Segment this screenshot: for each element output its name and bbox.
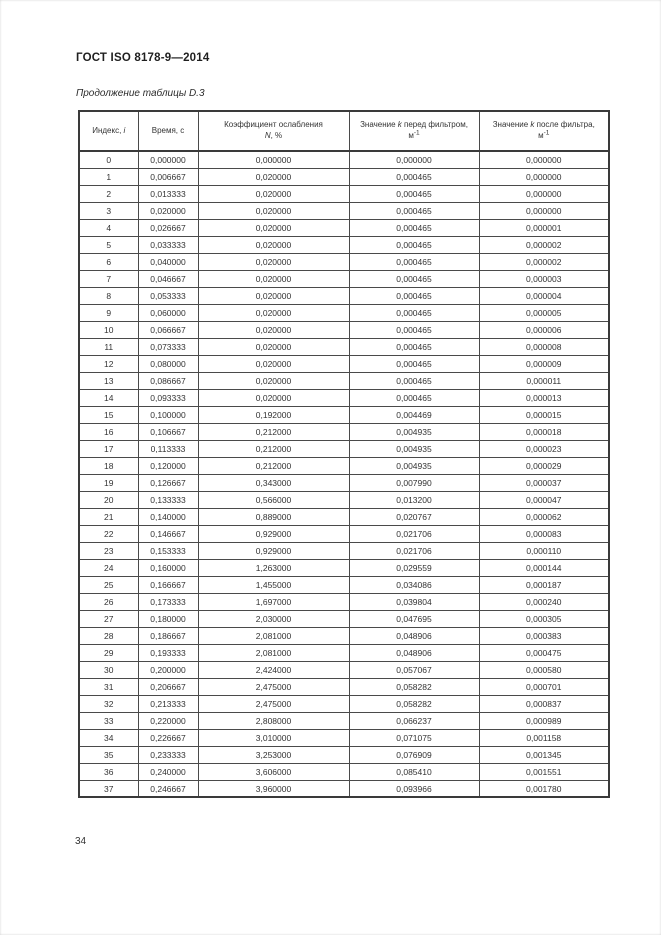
table-cell: 0,046667 [138, 270, 198, 287]
table-row [79, 729, 609, 746]
table-cell: 0,060000 [138, 304, 198, 321]
table-cell: 0,000465 [349, 321, 479, 338]
table-cell: 0,213333 [138, 695, 198, 712]
table-cell: 0,004935 [349, 457, 479, 474]
table-cell: 0,004935 [349, 440, 479, 457]
table-cell: 0,343000 [198, 474, 349, 491]
table-cell: 0,013333 [138, 185, 198, 202]
table-cell: 1,263000 [198, 559, 349, 576]
table-row [79, 559, 609, 576]
data-table [78, 110, 610, 798]
table-cell: 37 [79, 780, 138, 797]
table-cell: 0,000465 [349, 236, 479, 253]
table-row [79, 542, 609, 559]
table-cell: 1,455000 [198, 576, 349, 593]
column-header-attenuation-text: Коэффициент ослабления [224, 120, 323, 130]
table-cell: 0,039804 [349, 593, 479, 610]
table-cell: 0,220000 [138, 712, 198, 729]
table-cell: 0,021706 [349, 525, 479, 542]
column-header-k-after-unit: м [538, 131, 544, 140]
table-cell: 0,193333 [138, 644, 198, 661]
table-cell: 0,000000 [479, 202, 609, 219]
table-cell: 0,000465 [349, 287, 479, 304]
table-row [79, 457, 609, 474]
table-cell: 0,020767 [349, 508, 479, 525]
table-row [79, 712, 609, 729]
table-cell: 0,058282 [349, 695, 479, 712]
table-cell: 0,000465 [349, 338, 479, 355]
table-row [79, 168, 609, 185]
table-cell: 0,000001 [479, 219, 609, 236]
table-cell: 16 [79, 423, 138, 440]
table-cell: 0,057067 [349, 661, 479, 678]
table-cell: 1,697000 [198, 593, 349, 610]
table-cell: 0,058282 [349, 678, 479, 695]
table-cell: 2,081000 [198, 627, 349, 644]
table-cell: 0,000013 [479, 389, 609, 406]
table-cell: 0,200000 [138, 661, 198, 678]
column-header-k-before-rest: перед фильтром, [401, 120, 468, 130]
table-cell: 0,093966 [349, 780, 479, 797]
column-header-k-before-symbol: k [397, 120, 402, 130]
table-cell: 7 [79, 270, 138, 287]
column-header-k-before-unit-sup: -1 [413, 129, 420, 137]
table-caption: Продолжение таблицы D.3 [76, 88, 205, 99]
table-cell: 0,000000 [479, 151, 609, 168]
table-cell: 0,006667 [138, 168, 198, 185]
table-cell: 31 [79, 678, 138, 695]
table-cell: 2,475000 [198, 678, 349, 695]
table-row [79, 253, 609, 270]
table-row [79, 202, 609, 219]
table-cell: 34 [79, 729, 138, 746]
table-cell: 0,126667 [138, 474, 198, 491]
table-cell: 15 [79, 406, 138, 423]
table-cell: 0,020000 [198, 270, 349, 287]
table-cell: 0,566000 [198, 491, 349, 508]
table-cell: 0,000305 [479, 610, 609, 627]
table-cell: 0,047695 [349, 610, 479, 627]
table-row [79, 321, 609, 338]
table-cell: 0,040000 [138, 253, 198, 270]
table-cell: 6 [79, 253, 138, 270]
table-cell: 0,033333 [138, 236, 198, 253]
column-header-attenuation-unit: , % [270, 131, 283, 140]
table-cell: 0,000008 [479, 338, 609, 355]
column-header-k-after-unit-sup: -1 [543, 129, 550, 137]
column-header-attenuation-symbol: N [264, 131, 271, 140]
table-cell: 0 [79, 151, 138, 168]
table-row [79, 287, 609, 304]
column-header-time [138, 111, 198, 151]
table-cell: 0,000580 [479, 661, 609, 678]
table-cell: 0,000015 [479, 406, 609, 423]
table-cell: 0,000187 [479, 576, 609, 593]
table-cell: 0,000465 [349, 355, 479, 372]
table-cell: 0,212000 [198, 423, 349, 440]
column-header-k-after-symbol: k [530, 120, 535, 130]
table-row [79, 474, 609, 491]
table-cell: 0,001345 [479, 746, 609, 763]
table-cell: 0,146667 [138, 525, 198, 542]
table-cell: 0,000465 [349, 389, 479, 406]
table-cell: 3,010000 [198, 729, 349, 746]
table-cell: 0,000003 [479, 270, 609, 287]
table-row [79, 695, 609, 712]
table-cell: 0,100000 [138, 406, 198, 423]
table-cell: 0,173333 [138, 593, 198, 610]
table-cell: 10 [79, 321, 138, 338]
table-cell: 0,000475 [479, 644, 609, 661]
table-cell: 25 [79, 576, 138, 593]
table-cell: 0,020000 [198, 304, 349, 321]
table-cell: 0,000000 [198, 151, 349, 168]
table-cell: 1 [79, 168, 138, 185]
table-cell: 0,020000 [198, 287, 349, 304]
table-cell: 0,000240 [479, 593, 609, 610]
table-cell: 23 [79, 542, 138, 559]
table-cell: 0,085410 [349, 763, 479, 780]
column-header-k-before [349, 111, 479, 151]
table-cell: 0,020000 [198, 338, 349, 355]
table-cell: 26 [79, 593, 138, 610]
table-cell: 0,212000 [198, 440, 349, 457]
table-row [79, 644, 609, 661]
table-cell: 0,000465 [349, 304, 479, 321]
table-row [79, 372, 609, 389]
table-cell: 0,000004 [479, 287, 609, 304]
table-row [79, 389, 609, 406]
table-cell: 2,030000 [198, 610, 349, 627]
table-cell: 0,004469 [349, 406, 479, 423]
table-cell: 9 [79, 304, 138, 321]
table-cell: 0,086667 [138, 372, 198, 389]
column-header-k-after-rest: после фильтра, [534, 120, 595, 130]
table-row [79, 406, 609, 423]
table-cell: 0,048906 [349, 644, 479, 661]
table-row [79, 627, 609, 644]
column-header-k-before-pre: Значение [360, 120, 398, 130]
table-cell: 0,000029 [479, 457, 609, 474]
column-header-k-before-unit: м [408, 131, 414, 140]
table-cell: 0,000000 [479, 185, 609, 202]
column-header-index-symbol: i [123, 125, 126, 135]
page-number: 34 [75, 836, 87, 847]
table-cell: 0,093333 [138, 389, 198, 406]
table-cell: 0,000465 [349, 270, 479, 287]
table-row [79, 151, 609, 168]
table-cell: 2,475000 [198, 695, 349, 712]
table-cell: 14 [79, 389, 138, 406]
table-cell: 2,081000 [198, 644, 349, 661]
table-cell: 0,233333 [138, 746, 198, 763]
table-cell: 0,000144 [479, 559, 609, 576]
table-cell: 36 [79, 763, 138, 780]
table-cell: 0,000083 [479, 525, 609, 542]
table-cell: 0,080000 [138, 355, 198, 372]
table-cell: 0,929000 [198, 525, 349, 542]
table-cell: 0,020000 [138, 202, 198, 219]
table-cell: 0,000047 [479, 491, 609, 508]
table-row [79, 440, 609, 457]
table-cell: 0,020000 [198, 389, 349, 406]
table-row [79, 304, 609, 321]
table-cell: 3,606000 [198, 763, 349, 780]
table-cell: 0,053333 [138, 287, 198, 304]
table-cell: 0,020000 [198, 355, 349, 372]
table-cell: 0,000018 [479, 423, 609, 440]
table-cell: 0,226667 [138, 729, 198, 746]
table-body [79, 151, 609, 797]
table-cell: 27 [79, 610, 138, 627]
table-row [79, 593, 609, 610]
table-cell: 0,020000 [198, 202, 349, 219]
table-cell: 0,192000 [198, 406, 349, 423]
table-cell: 0,106667 [138, 423, 198, 440]
table-cell: 0,071075 [349, 729, 479, 746]
column-header-index [79, 111, 138, 151]
table-cell: 2,424000 [198, 661, 349, 678]
table-cell: 0,020000 [198, 321, 349, 338]
table-row [79, 219, 609, 236]
table-cell: 0,000465 [349, 253, 479, 270]
table-cell: 18 [79, 457, 138, 474]
table-cell: 0,000465 [349, 372, 479, 389]
table-cell: 2,808000 [198, 712, 349, 729]
table-cell: 0,001158 [479, 729, 609, 746]
table-cell: 0,034086 [349, 576, 479, 593]
table-cell: 0,026667 [138, 219, 198, 236]
table-cell: 0,013200 [349, 491, 479, 508]
table-cell: 0,066667 [138, 321, 198, 338]
document-title: ГОСТ ISO 8178-9—2014 [76, 52, 210, 64]
column-header-k-after [479, 111, 609, 151]
table-cell: 0,000465 [349, 219, 479, 236]
table-row [79, 780, 609, 797]
table-cell: 0,000837 [479, 695, 609, 712]
table-cell: 0,929000 [198, 542, 349, 559]
table-cell: 0,000465 [349, 185, 479, 202]
table-cell: 0,021706 [349, 542, 479, 559]
table-cell: 24 [79, 559, 138, 576]
table-row [79, 763, 609, 780]
table-cell: 4 [79, 219, 138, 236]
table-cell: 0,140000 [138, 508, 198, 525]
table-cell: 0,000009 [479, 355, 609, 372]
table-cell: 0,212000 [198, 457, 349, 474]
table-cell: 0,020000 [198, 185, 349, 202]
table-cell: 0,000701 [479, 678, 609, 695]
table-cell: 0,000023 [479, 440, 609, 457]
table-cell: 22 [79, 525, 138, 542]
column-header-time-text: Время, с [151, 125, 185, 135]
table-cell: 0,020000 [198, 253, 349, 270]
table-cell: 30 [79, 661, 138, 678]
table-cell: 11 [79, 338, 138, 355]
column-header-attenuation [198, 111, 349, 151]
table-cell: 0,000011 [479, 372, 609, 389]
table-row [79, 678, 609, 695]
column-header-index-text: Индекс, [92, 125, 124, 135]
table-cell: 0,004935 [349, 423, 479, 440]
table-cell: 3,960000 [198, 780, 349, 797]
table-row [79, 508, 609, 525]
table-cell: 0,113333 [138, 440, 198, 457]
table-cell: 12 [79, 355, 138, 372]
table-cell: 19 [79, 474, 138, 491]
table-cell: 0,120000 [138, 457, 198, 474]
table-cell: 0,000006 [479, 321, 609, 338]
table-row [79, 610, 609, 627]
table-header [79, 111, 609, 151]
table-cell: 0,029559 [349, 559, 479, 576]
table-cell: 0,000383 [479, 627, 609, 644]
table-cell: 0,020000 [198, 168, 349, 185]
table-cell: 0,001551 [479, 763, 609, 780]
table-cell: 3 [79, 202, 138, 219]
table-cell: 2 [79, 185, 138, 202]
table-cell: 0,133333 [138, 491, 198, 508]
table-cell: 0,000000 [138, 151, 198, 168]
table-cell: 0,000002 [479, 236, 609, 253]
table-row [79, 423, 609, 440]
table-cell: 5 [79, 236, 138, 253]
table-row [79, 746, 609, 763]
table-cell: 0,186667 [138, 627, 198, 644]
table-cell: 0,000989 [479, 712, 609, 729]
table-cell: 0,007990 [349, 474, 479, 491]
table-cell: 0,000000 [479, 168, 609, 185]
table-cell: 0,000005 [479, 304, 609, 321]
table-cell: 0,889000 [198, 508, 349, 525]
table-cell: 0,180000 [138, 610, 198, 627]
table-cell: 8 [79, 287, 138, 304]
table-cell: 0,020000 [198, 372, 349, 389]
table-cell: 13 [79, 372, 138, 389]
table-row [79, 576, 609, 593]
table-header-row [79, 111, 609, 151]
table-cell: 0,166667 [138, 576, 198, 593]
table-cell: 0,066237 [349, 712, 479, 729]
table-cell: 28 [79, 627, 138, 644]
table-cell: 0,240000 [138, 763, 198, 780]
table-cell: 0,001780 [479, 780, 609, 797]
table-cell: 3,253000 [198, 746, 349, 763]
table-cell: 0,153333 [138, 542, 198, 559]
table-row [79, 236, 609, 253]
table-cell: 0,000000 [349, 151, 479, 168]
table-cell: 29 [79, 644, 138, 661]
column-header-k-after-pre: Значение [492, 120, 531, 130]
table-cell: 0,020000 [198, 219, 349, 236]
table-cell: 0,246667 [138, 780, 198, 797]
table-cell: 17 [79, 440, 138, 457]
table-row [79, 338, 609, 355]
table-row [79, 185, 609, 202]
table-cell: 0,073333 [138, 338, 198, 355]
table-row [79, 270, 609, 287]
table-row [79, 355, 609, 372]
table-cell: 20 [79, 491, 138, 508]
table-cell: 0,000002 [479, 253, 609, 270]
table-cell: 32 [79, 695, 138, 712]
table-cell: 0,048906 [349, 627, 479, 644]
table-cell: 0,020000 [198, 236, 349, 253]
table-row [79, 661, 609, 678]
table-cell: 0,076909 [349, 746, 479, 763]
table-cell: 0,000465 [349, 202, 479, 219]
table-cell: 33 [79, 712, 138, 729]
table-cell: 0,000037 [479, 474, 609, 491]
table-cell: 0,160000 [138, 559, 198, 576]
table-cell: 0,000062 [479, 508, 609, 525]
table-cell: 0,206667 [138, 678, 198, 695]
table-cell: 35 [79, 746, 138, 763]
table-row [79, 491, 609, 508]
table-cell: 0,000465 [349, 168, 479, 185]
table-row [79, 525, 609, 542]
table-cell: 0,000110 [479, 542, 609, 559]
table-cell: 21 [79, 508, 138, 525]
